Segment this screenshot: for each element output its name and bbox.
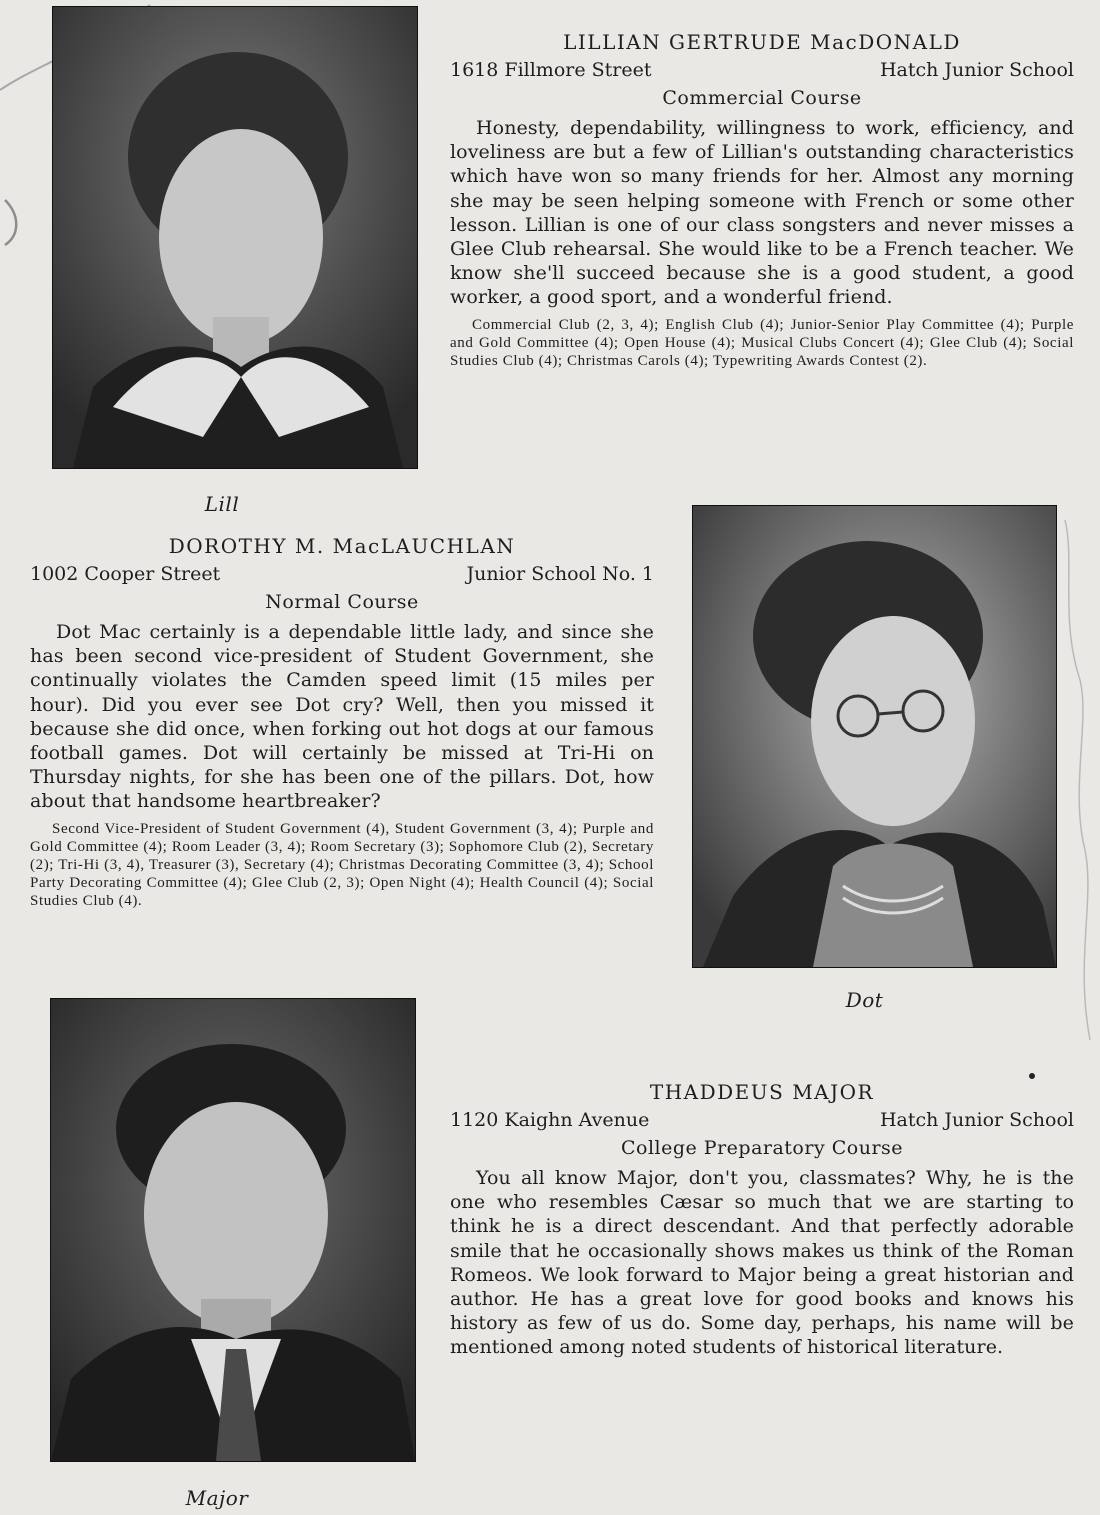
address-row bbox=[30, 560, 654, 588]
junior-school: Hatch Junior School bbox=[879, 59, 1074, 81]
student-entry-thaddeus bbox=[450, 1078, 1074, 1360]
course-name: Commercial Course bbox=[662, 87, 862, 109]
portrait-photo-dorothy bbox=[692, 505, 1057, 968]
nickname-lillian: Lill bbox=[204, 492, 240, 516]
activities-list: Second Vice-President of Student Government (4), Student Government (3, 4); Purple and Gold Committee (4); Room Leader (3, 4); Room Secretary (3); Sophomore Club (2), Secretary (2); Tri-Hi (3, 4), Treasurer (3), Secretary (4); Christmas Decorating Committee (3, 4); School Party Decorating Committee (4); Glee Club (2, 3); Open Night (4); Health Council (4); Social Studies Club (4). bbox=[30, 820, 654, 909]
student-entry-lillian bbox=[450, 28, 1074, 370]
nickname-dorothy: Dot bbox=[845, 988, 884, 1012]
street-address: 1618 Fillmore Street bbox=[450, 59, 652, 81]
bio-text: Dot Mac certainly is a dependable little lady, and since she has been second vice-president of Student Government, she continually violates the Camden speed limit (15 miles per hour). Did you ever see Dot cry? Well, then you missed it because she did once, when forking out hot dogs at our famous football games. Dot will certainly be missed at Tri-Hi on Thursday nights, for she has been one of the pillars. Dot, how about that handsome heartbreaker? bbox=[30, 621, 654, 813]
student-entry-dorothy bbox=[30, 532, 654, 910]
student-name: LILLIAN GERTRUDE MacDONALD bbox=[563, 30, 961, 54]
nickname-thaddeus: Major bbox=[185, 1486, 249, 1510]
portrait-photo-thaddeus bbox=[50, 998, 416, 1462]
junior-school: Junior School No. 1 bbox=[466, 563, 654, 585]
bio-text: Honesty, dependability, willingness to work, efficiency, and loveliness are but a few of Lillian's outstanding characteristics which have won so many friends for her. Almost any morning she may be seen helping someone with French or some other lesson. Lillian is one of our class songsters and never misses a Glee Club rehearsal. She would like to be a French teacher. We know she'll succeed because she is a good student, a good worker, a good sport, and a wonderful friend. bbox=[450, 117, 1074, 309]
street-address: 1120 Kaighn Avenue bbox=[450, 1109, 650, 1131]
address-row bbox=[450, 56, 1074, 84]
portrait-photo-lillian bbox=[52, 6, 418, 469]
activities-list: Commercial Club (2, 3, 4); English Club (4); Junior-Senior Play Committee (4); Purple and Gold Committee (4); Open House (4); Musical Clubs Concert (4); Glee Club (4); Social Studies Club (4); Christmas Carols (4); Typewriting Awards Contest (2). bbox=[450, 316, 1074, 369]
bio-text: You all know Major, don't you, classmates? Why, he is the one who resembles Cæsar so much that we are starting to think he is a direct descendant. And that perfectly adorable smile that he occasionally shows makes us think of the Roman Romeos. We look forward to Major being a great historian and author. He has a great love for good books and knows his history as few of us do. Some day, perhaps, his name will be mentioned among noted students of historical literature. bbox=[450, 1167, 1074, 1359]
student-name: THADDEUS MAJOR bbox=[649, 1080, 875, 1104]
course-name: Normal Course bbox=[265, 591, 419, 613]
address-row bbox=[450, 1106, 1074, 1134]
street-address: 1002 Cooper Street bbox=[30, 563, 221, 585]
course-name: College Preparatory Course bbox=[620, 1137, 904, 1159]
student-name: DOROTHY M. MacLAUCHLAN bbox=[168, 534, 516, 558]
junior-school: Hatch Junior School bbox=[879, 1109, 1074, 1131]
